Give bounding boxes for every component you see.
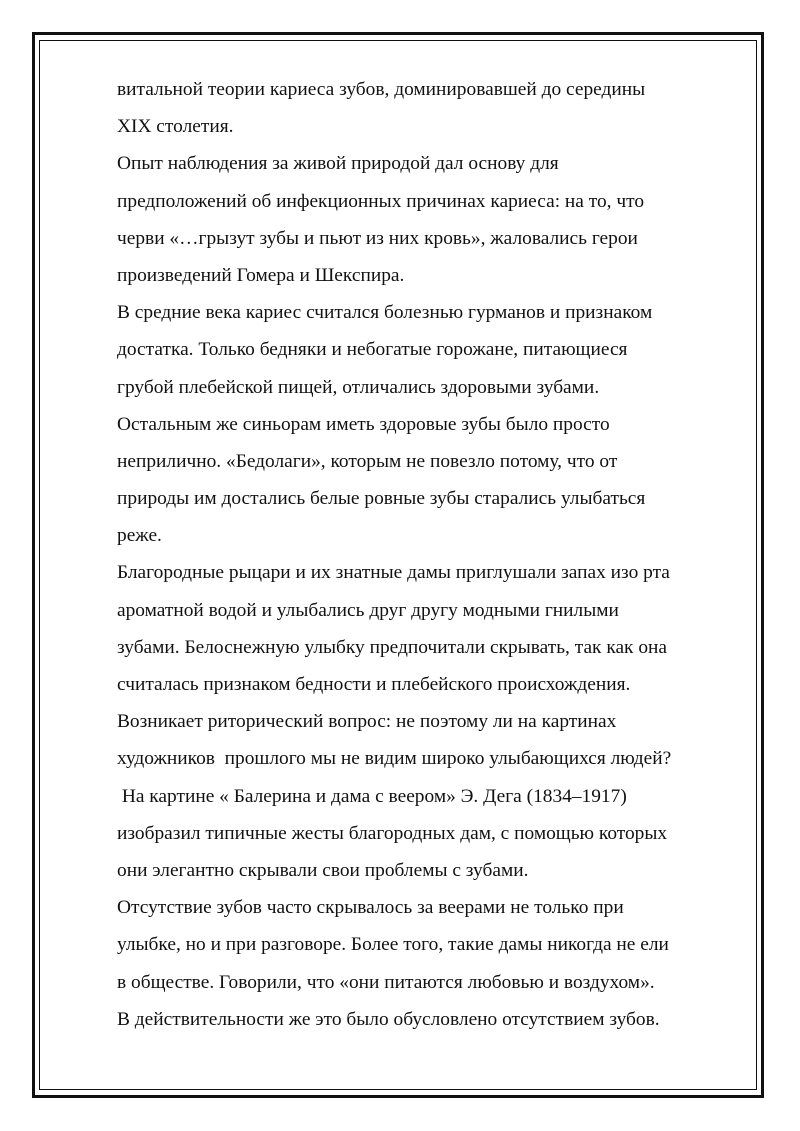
document-body [117,71,757,1038]
text-line: зубами. Белоснежную улыбку предпочитали скрывать, так как она [117,636,668,658]
text-line: XIX столетия. [117,116,234,138]
text-line: грубой плебейской пищей, отличались здоровыми зубами. [117,376,600,398]
text-line: В действительности же это было обусловлено отсутствием зубов. [117,1008,660,1030]
text-line: предположений об инфекционных причинах кариеса: на то, что [117,190,645,212]
text-line: Остальным же синьорам иметь здоровые зубы было просто [117,413,610,435]
text-line: витальной теории кариеса зубов, доминировавшей до середины [117,79,646,100]
text-line: достатка. Только бедняки и небогатые горожане, питающиеся [117,339,628,361]
text-line: Опыт наблюдения за живой природой дал основу для [117,153,559,175]
text-line: реже. [117,525,162,547]
text-line: изобразил типичные жесты благородных дам, с помощью которых [117,822,668,844]
text-line: На картине « Балерина и дама с веером» Э. Дега (1834–1917) [117,785,627,807]
text-line: Благородные рыцари и их знатные дамы приглушали запах изо рта [117,562,670,584]
text-line: в обществе. Говорили, что «они питаются любовью и воздухом». [117,971,655,993]
text-line: природы им достались белые ровные зубы старались улыбаться [117,488,646,510]
text-line: они элегантно скрывали свои проблемы с зубами. [117,859,529,881]
text-line: считалась признаком бедности и плебейского происхождения. [117,674,631,695]
text-line: Отсутствие зубов часто скрывалось за веерами не только при [117,897,624,919]
text-line: Возникает риторический вопрос: не поэтому ли на картинах [117,711,617,733]
text-line: произведений Гомера и Шекспира. [117,264,405,286]
text-line: ароматной водой и улыбались друг другу модными гнилыми [117,599,619,621]
text-line: улыбке, но и при разговоре. Более того, такие дамы никогда не ели [117,934,669,956]
text-line: черви «…грызут зубы и пьют из них кровь», жаловались герои [117,227,638,249]
text-line: В средние века кариес считался болезнью гурманов и признаком [117,302,653,324]
text-line: неприлично. «Бедолаги», которым не повезло потому, что от [117,450,618,472]
text-line: художников прошлого мы не видим широко улыбающихся людей? [117,748,672,770]
